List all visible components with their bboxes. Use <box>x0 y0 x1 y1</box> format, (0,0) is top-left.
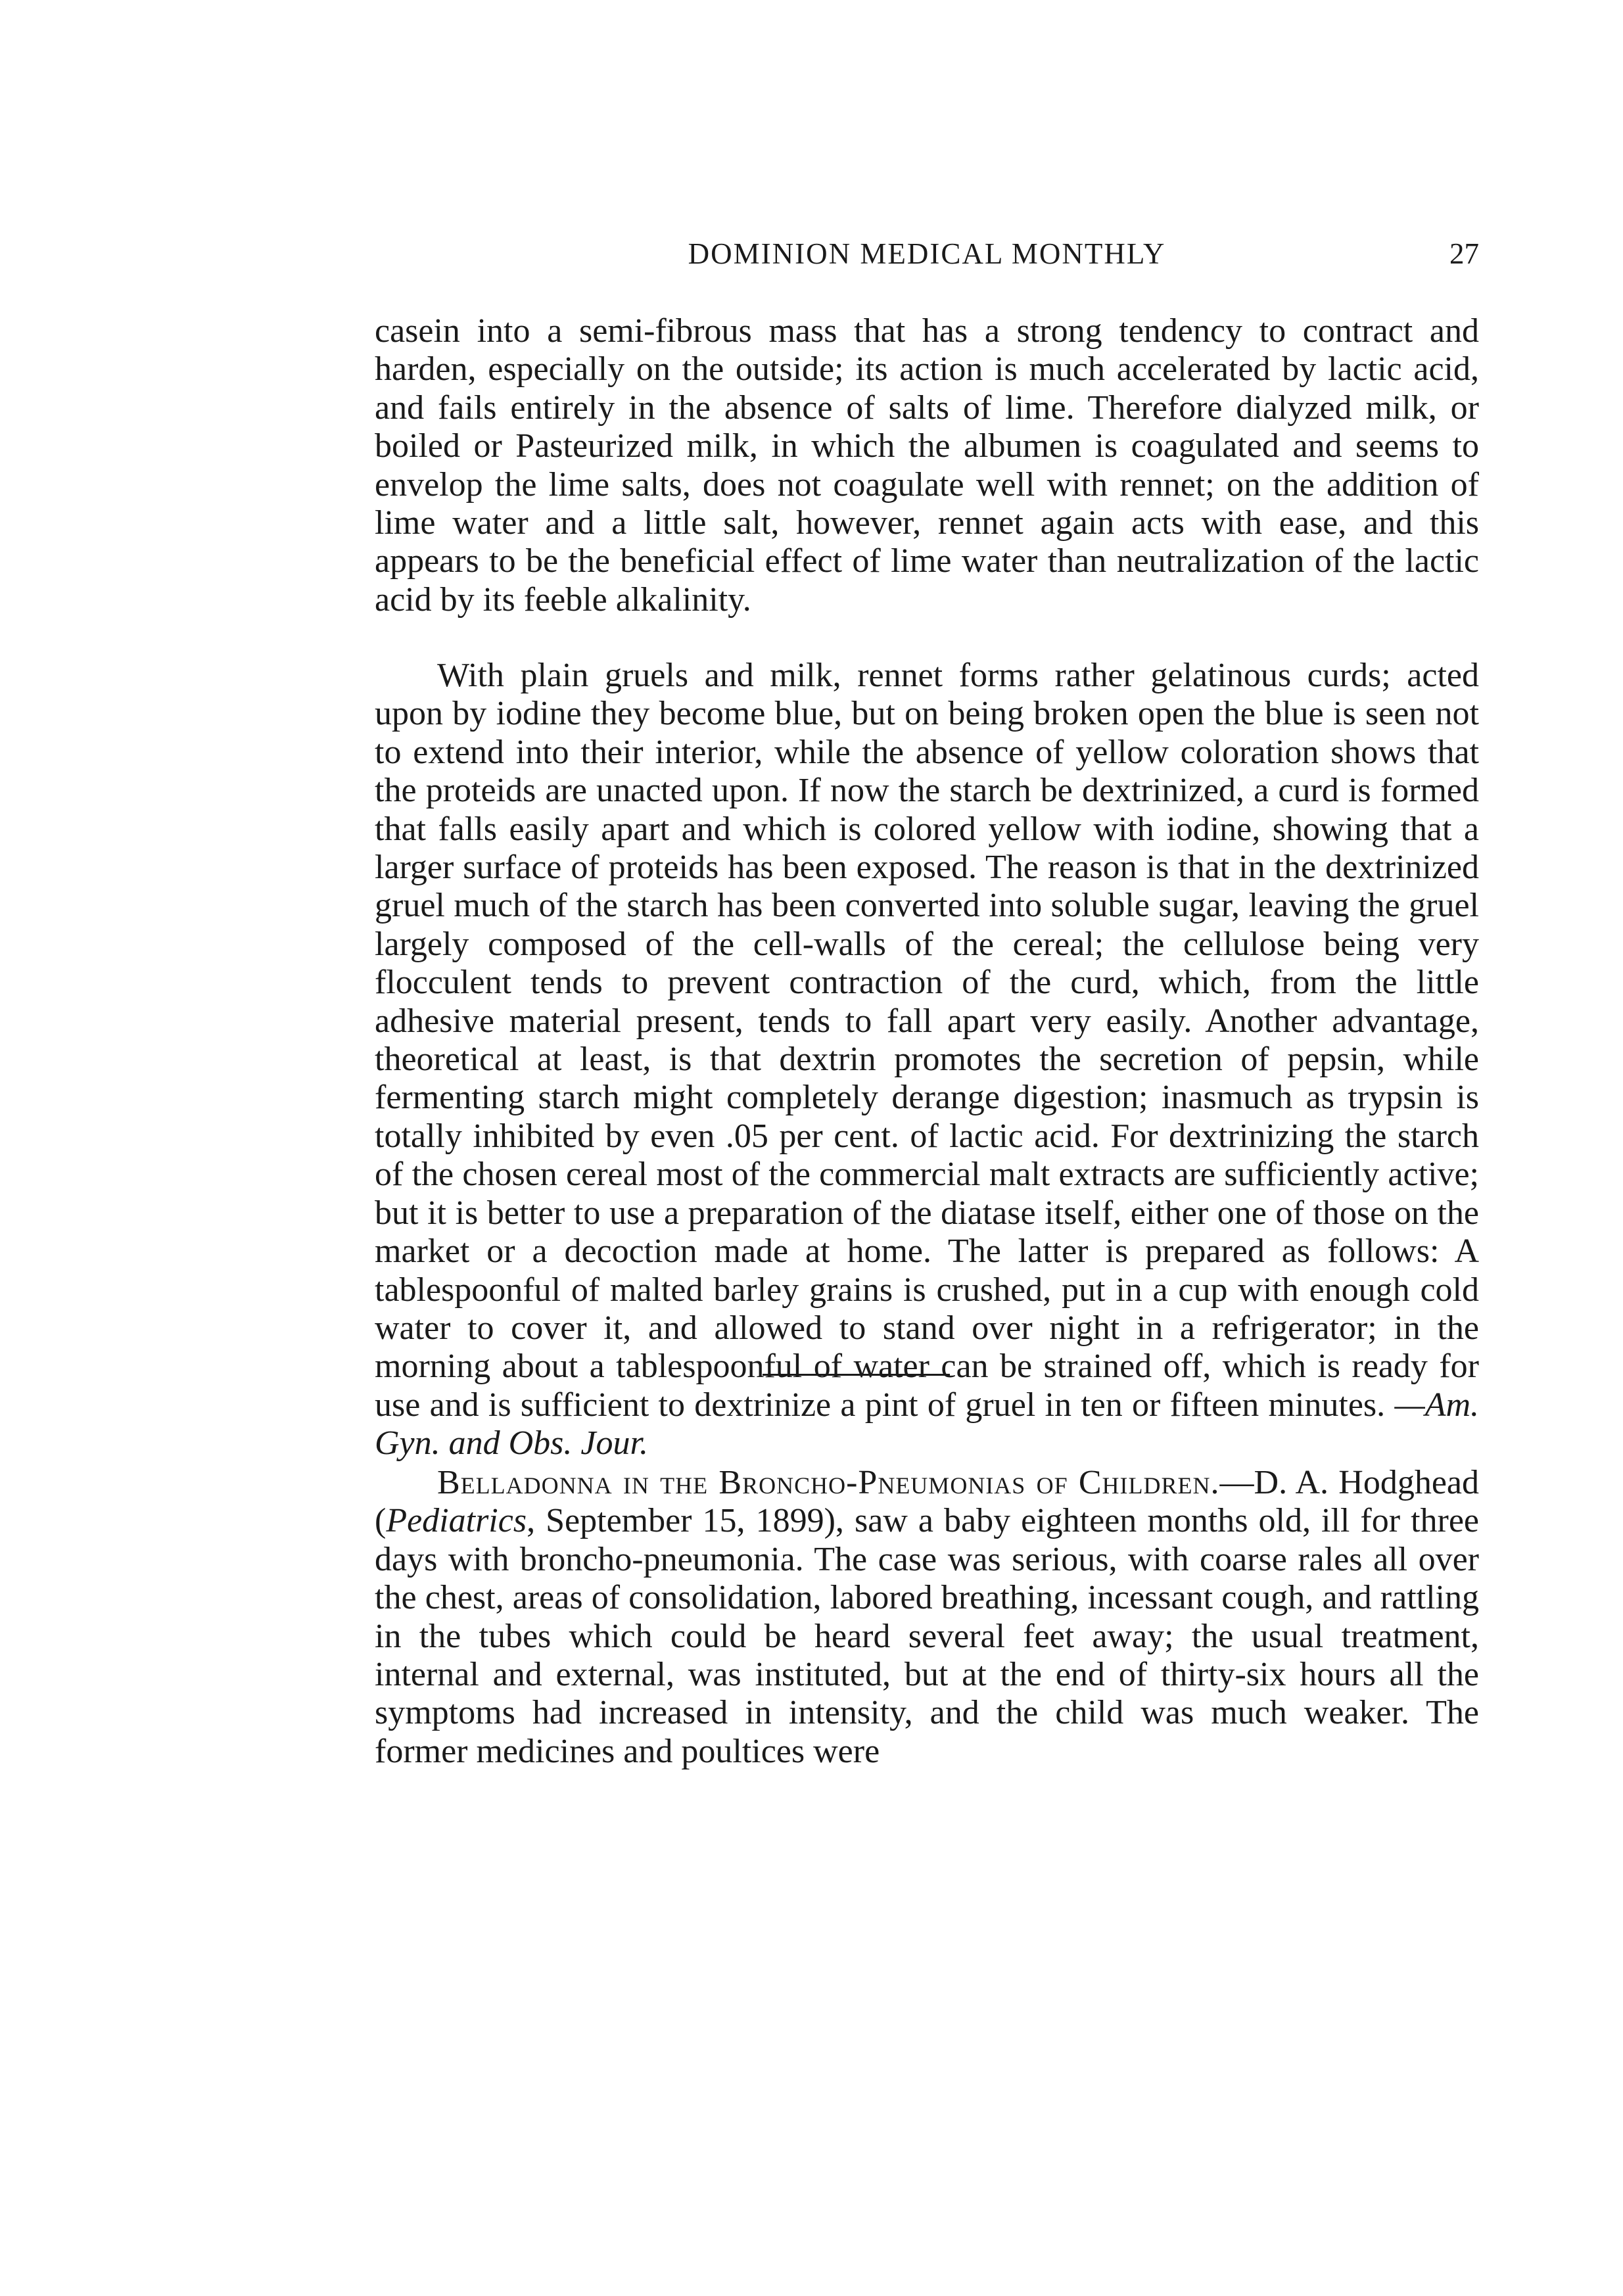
article2-title: Belladonna in the Broncho-Pneumonias of Children. <box>437 1464 1220 1501</box>
article1-paragraph-2-text: With plain gruels and milk, rennet forms rather gelatinous curds; acted upon by iodine they become blue, but on being broken open the blue is seen not to extend into their interior, while the absence of yellow coloration shows that the proteids are unacted upon. If now the starch be dextrinized, a curd is formed that falls easily apart and which is colored yellow with iodine, showing that a larger surface of proteids has been exposed. The reason is that in the dextrinized gruel much of the starch has been converted into soluble sugar, leaving the gruel largely composed of the cell-walls of the cereal; the cellulose being very flocculent tends to prevent contraction of the curd, which, from the little adhesive material present, tends to fall apart very easily. Another advantage, theoretical at least, is that dextrin promotes the secretion of pepsin, while fermenting starch might completely derange digestion; inasmuch as trypsin is totally inhibited by even .05 per cent. of lactic acid. For dextrinizing the starch of the chosen cereal most of the commercial malt extracts are sufficiently active; but it is better to use a preparation of the diatase itself, either one of those on the market or a decoction made at home. The latter is prepared as follows: A tablespoonful of malted barley grains is crushed, put in a cup with enough cold water to cover it, and allowed to stand over night in a refrigerator; in the morning about a tablespoonful of water can be strained off, which is ready for use and is sufficient to dextrinize a pint of gruel in ten or fifteen minutes. <box>375 657 1479 1424</box>
running-header <box>375 237 1479 283</box>
section-divider <box>763 1374 950 1376</box>
article1-paragraph-1: casein into a semi-fibrous mass that has a strong tendency to contract and harden, especially on the outside; its action is much accelerated by lactic acid, and fails entirely in the absence of salts of lime. Therefore dialyzed milk, or boiled or Pasteurized milk, in which the albumen is coagulated and seems to envelop the lime salts, does not coagulate well with rennet; on the addition of lime water and a little salt, however, rennet again acts with ease, and this appears to be the beneficial effect of lime water than neutralization of the lactic acid by its feeble alkalinity. <box>375 312 1479 619</box>
article2-author: —D. A. Hodghead ( <box>375 1464 1479 1540</box>
article1-paragraph-2 <box>375 657 1479 1463</box>
page-number: 27 <box>1449 237 1479 270</box>
source-citation: —Am. Gyn. and Obs. Jour. <box>375 1386 1480 1463</box>
article2-body: , September 15, 1899), saw a baby eighteen months old, ill for three days with broncho-pneumonia. The case was serious, with coarse rales all over the chest, areas of consolidation, labored breathing, incessant cough, and rattling in the tubes which could be heard several feet away; the usual treatment, internal and external, was instituted, but at the end of thirty-six hours all the symptoms had increased in intensity, and the child was much weaker. The former medicines and poultices were <box>375 1502 1479 1770</box>
article2-journal: Pediatrics <box>386 1502 527 1540</box>
running-title: DOMINION MEDICAL MONTHLY <box>688 237 1166 270</box>
article2-paragraph <box>375 1464 1479 1771</box>
